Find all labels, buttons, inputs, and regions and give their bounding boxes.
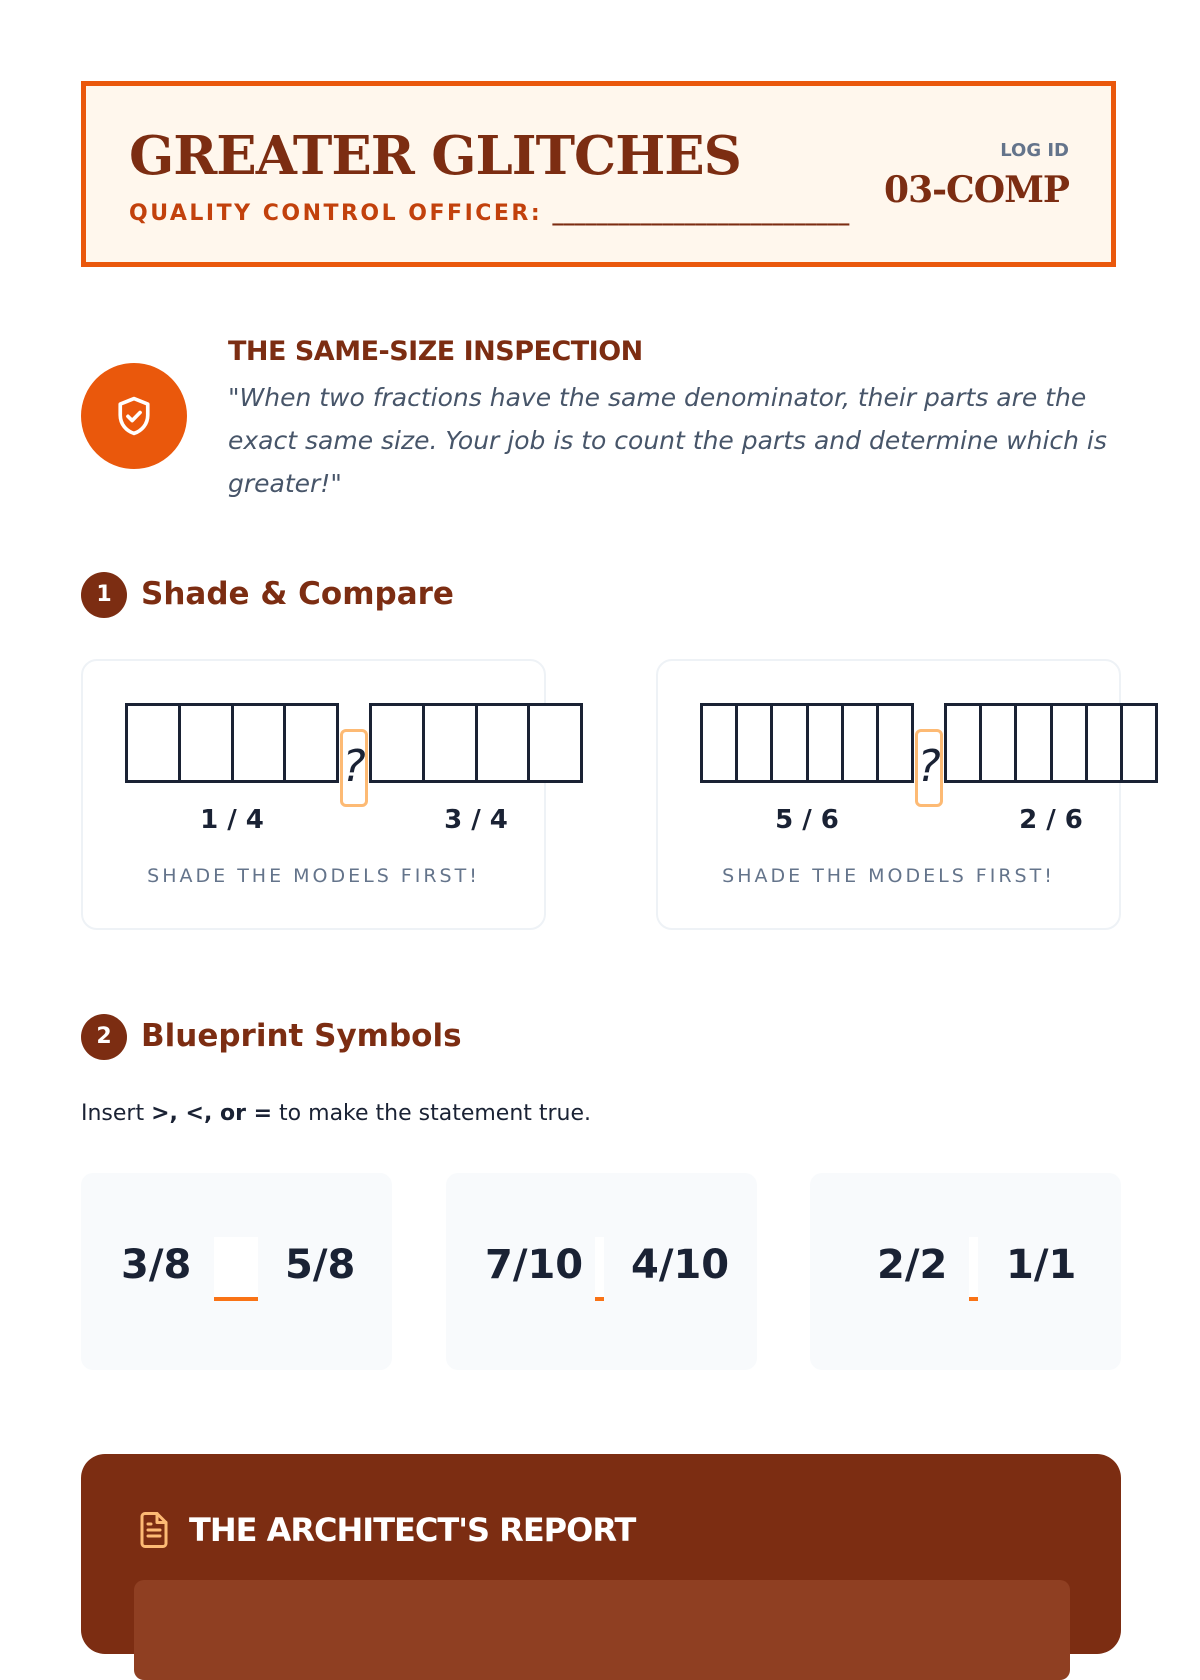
log-id-label: LOG ID bbox=[1000, 140, 1069, 161]
section-1-number: 1 bbox=[81, 572, 127, 618]
symbol-blank[interactable] bbox=[969, 1237, 978, 1301]
log-id-value: 03-COMP bbox=[884, 169, 1069, 211]
compare-card bbox=[656, 659, 1121, 930]
fraction-part[interactable] bbox=[1088, 706, 1123, 780]
officer-label: QUALITY CONTROL OFFICER: bbox=[129, 201, 543, 226]
worksheet-header bbox=[81, 81, 1116, 267]
right-fraction-bar[interactable] bbox=[944, 703, 1158, 783]
compare-mark: ? bbox=[342, 741, 366, 792]
left-fraction-bar[interactable] bbox=[700, 703, 914, 783]
fraction-part[interactable] bbox=[425, 706, 478, 780]
fraction-part[interactable] bbox=[809, 706, 844, 780]
left-fraction: 2/2 bbox=[877, 1242, 948, 1288]
left-fraction: 7/10 bbox=[485, 1242, 584, 1288]
right-fraction: 1/1 bbox=[1006, 1242, 1077, 1288]
symbol-problem-card bbox=[81, 1173, 392, 1370]
section-2-title: Blueprint Symbols bbox=[141, 1018, 462, 1054]
fraction-part[interactable] bbox=[703, 706, 738, 780]
fraction-part[interactable] bbox=[478, 706, 531, 780]
shade-note: SHADE THE MODELS FIRST! bbox=[722, 865, 1055, 887]
fraction-part[interactable] bbox=[947, 706, 982, 780]
right-fraction: 5/8 bbox=[285, 1242, 356, 1288]
officer-field[interactable] bbox=[129, 201, 849, 226]
fraction-part[interactable] bbox=[879, 706, 911, 780]
right-fraction-label: 3 / 4 bbox=[444, 805, 508, 835]
intro-quote: "When two fractions have the same denominator, their parts are the exact same size. Your job is to count the parts and determine which is greater!" bbox=[228, 383, 1107, 498]
left-fraction-label: 1 / 4 bbox=[200, 805, 264, 835]
fraction-part[interactable] bbox=[1123, 706, 1155, 780]
compare-mark: ? bbox=[917, 741, 941, 792]
symbol-problem-card bbox=[810, 1173, 1121, 1370]
instruction-symbols: >, <, or = bbox=[151, 1101, 273, 1126]
fraction-part[interactable] bbox=[844, 706, 879, 780]
shade-note: SHADE THE MODELS FIRST! bbox=[147, 865, 480, 887]
fraction-part[interactable] bbox=[234, 706, 287, 780]
right-fraction: 4/10 bbox=[631, 1242, 730, 1288]
fraction-part[interactable] bbox=[372, 706, 425, 780]
fraction-part[interactable] bbox=[286, 706, 336, 780]
shield-badge bbox=[81, 363, 187, 469]
fraction-part[interactable] bbox=[982, 706, 1017, 780]
fraction-part[interactable] bbox=[773, 706, 808, 780]
section-1-title: Shade & Compare bbox=[141, 576, 454, 612]
symbol-problem-card bbox=[446, 1173, 757, 1370]
fraction-part[interactable] bbox=[1053, 706, 1088, 780]
officer-blank[interactable]: ___________________________ bbox=[552, 201, 850, 226]
fraction-part[interactable] bbox=[530, 706, 580, 780]
report-answer-field[interactable] bbox=[134, 1580, 1070, 1680]
fraction-part[interactable] bbox=[738, 706, 773, 780]
symbol-blank[interactable] bbox=[214, 1237, 258, 1301]
worksheet-title: GREATER GLITCHES bbox=[129, 125, 741, 187]
left-fraction-bar[interactable] bbox=[125, 703, 339, 783]
instruction-prefix: Insert bbox=[81, 1101, 152, 1126]
section-2-number: 2 bbox=[81, 1014, 127, 1060]
architect-report bbox=[81, 1454, 1121, 1654]
instruction-suffix: to make the statement true. bbox=[272, 1101, 592, 1126]
right-fraction-label: 2 / 6 bbox=[1019, 805, 1083, 835]
left-fraction-label: 5 / 6 bbox=[775, 805, 839, 835]
left-fraction: 3/8 bbox=[121, 1242, 192, 1288]
document-icon bbox=[136, 1510, 172, 1550]
blueprint-instruction bbox=[81, 1101, 591, 1126]
report-title: THE ARCHITECT'S REPORT bbox=[189, 1511, 636, 1549]
compare-card bbox=[81, 659, 546, 930]
shield-check-icon bbox=[112, 394, 156, 438]
fraction-part[interactable] bbox=[128, 706, 181, 780]
fraction-part[interactable] bbox=[181, 706, 234, 780]
right-fraction-bar[interactable] bbox=[369, 703, 583, 783]
fraction-part[interactable] bbox=[1017, 706, 1052, 780]
symbol-blank[interactable] bbox=[595, 1237, 604, 1301]
intro-title: THE SAME-SIZE INSPECTION bbox=[228, 336, 643, 367]
